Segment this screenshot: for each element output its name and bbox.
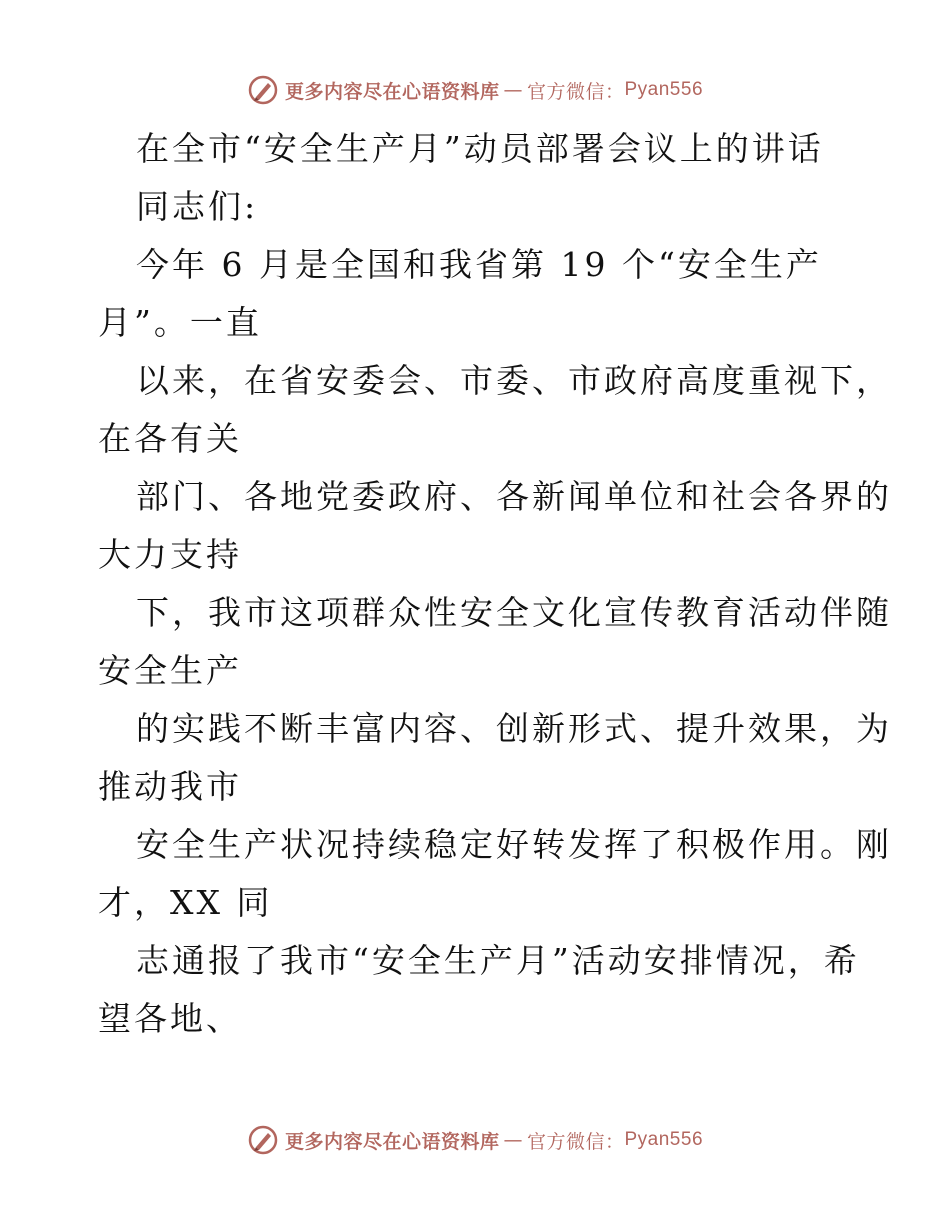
salutation: 同志们: [136, 187, 259, 226]
banner-main-text: 更多内容尽在心语资料库 [284, 1130, 500, 1153]
banner-main-text: 更多内容尽在心语资料库 [284, 80, 500, 103]
paragraph-line: 推动我市 [98, 767, 242, 806]
paragraph-line: 安全生产 [98, 651, 242, 690]
footer-banner [0, 1122, 950, 1158]
paragraph-line: 今年 6 月是全国和我省第 19 个“安全生产 [136, 245, 822, 284]
paragraph-line: 月”。一直 [98, 303, 262, 342]
banner-account-id: Pyan556 [624, 79, 704, 100]
paragraph-line: 志通报了我市“安全生产月”活动安排情况，希 [136, 941, 860, 980]
paragraph-line: 安全生产状况持续稳定好转发挥了积极作用。刚 [136, 825, 892, 864]
banner-label: 官方微信： [526, 1130, 625, 1153]
paragraph-line: 部门、各地党委政府、各新闻单位和社会各界的 [136, 477, 892, 516]
pen-logo-icon [247, 74, 279, 106]
pen-logo-icon [247, 1124, 279, 1156]
banner-separator: — [503, 1129, 523, 1151]
document-title: 在全市“安全生产月”动员部署会议上的讲话 [136, 129, 824, 168]
paragraph-line: 才，XX 同 [98, 883, 273, 922]
banner-separator: — [503, 79, 523, 101]
paragraph-line: 以来，在省安委会、市委、市政府高度重视下， [136, 361, 892, 400]
banner-label: 官方微信： [526, 80, 625, 103]
paragraph-line: 下，我市这项群众性安全文化宣传教育活动伴随 [136, 593, 892, 632]
banner-account-id: Pyan556 [624, 1129, 704, 1150]
document-body [98, 120, 892, 1048]
paragraph-line: 大力支持 [98, 535, 242, 574]
header-banner [0, 72, 950, 108]
paragraph-line: 的实践不断丰富内容、创新形式、提升效果，为 [136, 709, 892, 748]
paragraph-line: 望各地、 [98, 999, 242, 1038]
paragraph-line: 在各有关 [98, 419, 242, 458]
